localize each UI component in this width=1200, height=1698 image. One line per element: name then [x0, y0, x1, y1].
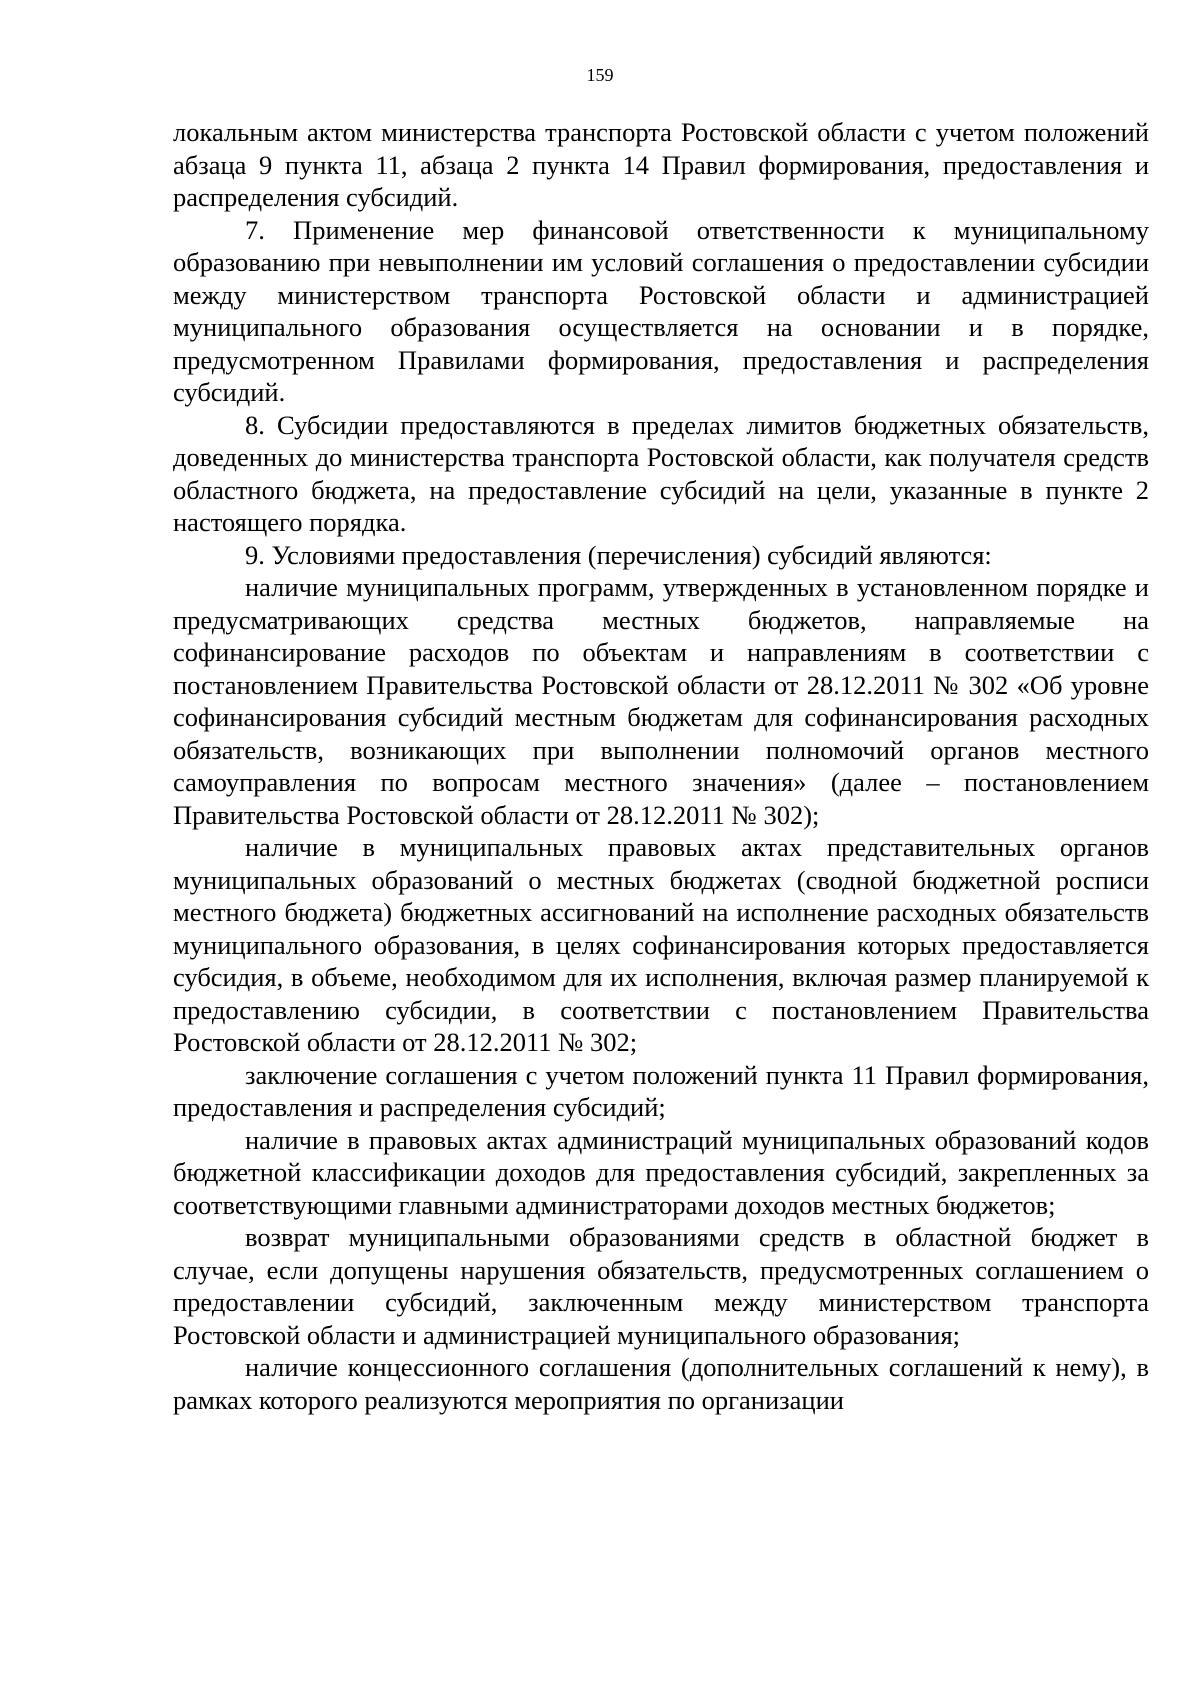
- paragraph: наличие в правовых актах администраций муниципальных образований кодов бюджетной классификации доходов для предоставления субсидий, закрепленных за соответствующими главными администраторами доходов местных бюджетов;: [173, 1124, 1149, 1220]
- paragraph: локальным актом министерства транспорта Ростовской области с учетом положений абзаца 9 пункта 11, абзаца 2 пункта 14 Правил формирования, предоставления и распределения субсидий.: [173, 117, 1149, 212]
- document-body: [173, 116, 1149, 1416]
- page-number: 159: [586, 65, 614, 85]
- paragraph: заключение соглашения с учетом положений пункта 11 Правил формирования, предоставления и распределения субсидий;: [173, 1059, 1149, 1122]
- paragraph: наличие в муниципальных правовых актах представительных органов муниципальных образований о местных бюджетах (сводной бюджетной росписи местного бюджета) бюджетных ассигнований на исполнение расходных обязательств муниципального образования, в целях софинансирования которых предоставляется субсидия, в объеме, необходимом для их исполнения, включая размер планируемой к предоставлению субсидии, в соответствии с постановлением Правительства Ростовской области от 28.12.2011 № 302;: [173, 832, 1149, 1057]
- paragraph: 7. Применение мер финансовой ответственности к муниципальному образованию при невыполнении им условий соглашения о предоставлении субсидии между министерством транспорта Ростовской области и администрацией муниципального образования осуществляется на основании и в порядке, предусмотренном Правилами формирования, предоставления и распределения субсидий.: [173, 214, 1149, 407]
- paragraph: 8. Субсидии предоставляются в пределах лимитов бюджетных обязательств, доведенных до министерства транспорта Ростовской области, как получателя средств областного бюджета, на предоставление субсидий на цели, указанные в пункте 2 настоящего порядка.: [173, 409, 1149, 537]
- paragraph: наличие муниципальных программ, утвержденных в установленном порядке и предусматривающих средства местных бюджетов, направляемые на софинансирование расходов по объектам и направлениям в соответствии с постановлением Правительства Ростовской области от 28.12.2011 № 302 «Об уровне софинансирования субсидий местным бюджетам для софинансирования расходных обязательств, возникающих при выполнении полномочий органов местного самоуправления по вопросам местного значения» (далее – постановлением Правительства Ростовской области от 28.12.2011 № 302);: [173, 572, 1149, 830]
- paragraph: наличие концессионного соглашения (дополнительных соглашений к нему), в рамках которого реализуются мероприятия по организации: [173, 1352, 1149, 1415]
- paragraph: 9. Условиями предоставления (перечисления) субсидий являются:: [245, 539, 992, 570]
- paragraph: возврат муниципальными образованиями средств в областной бюджет в случае, если допущены нарушения обязательств, предусмотренных соглашением о предоставлении субсидий, заключенным между министерством транспорта Ростовской области и администрацией муниципального образования;: [173, 1222, 1149, 1350]
